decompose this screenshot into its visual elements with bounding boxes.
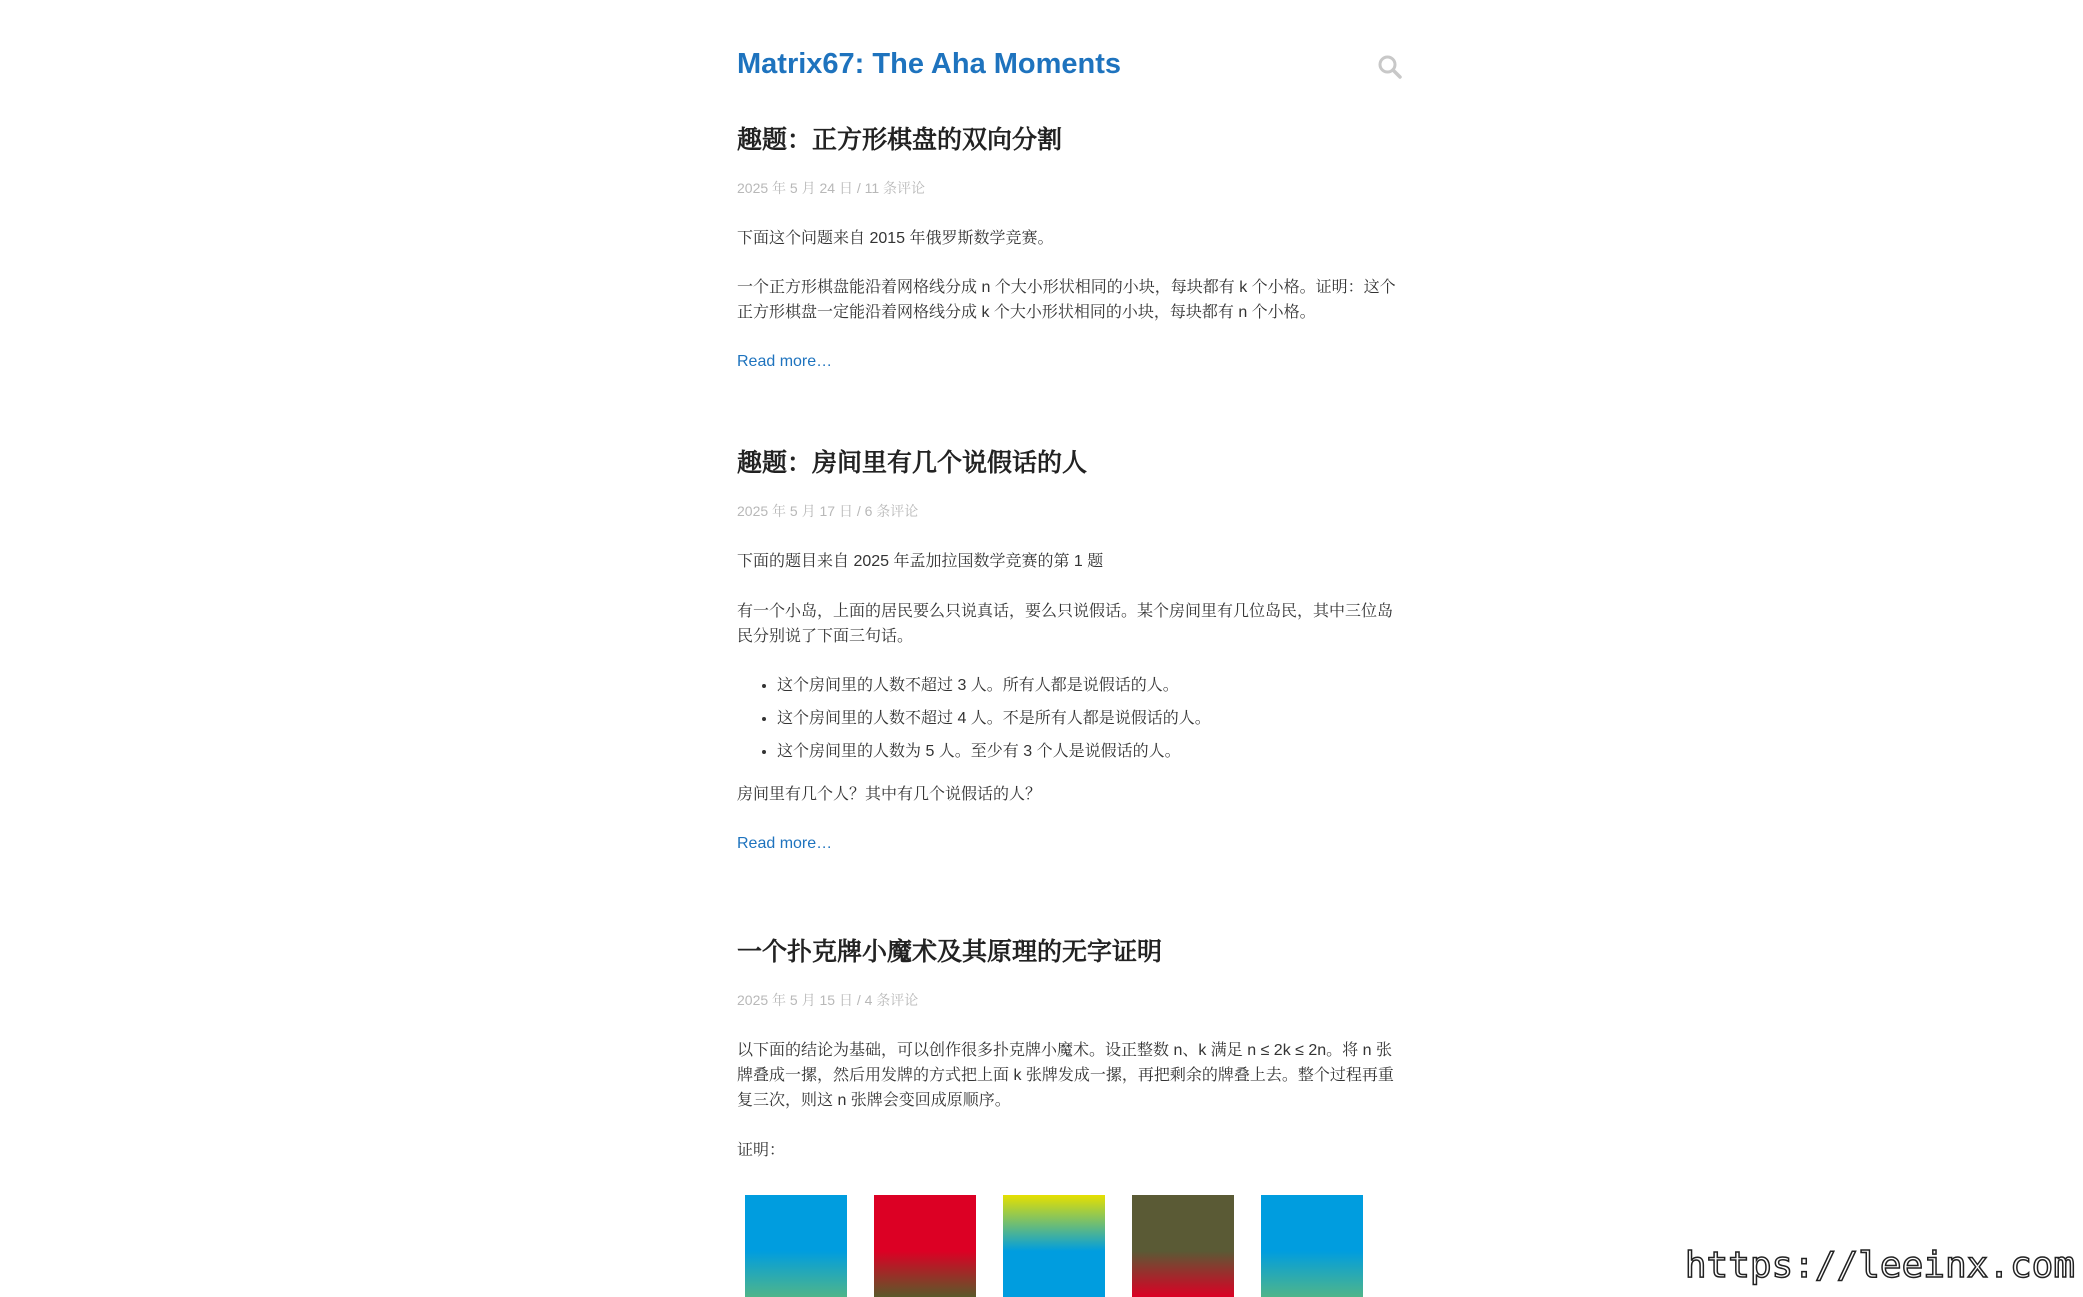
post-meta [737,990,1403,1010]
meta-separator: / [852,992,865,1008]
post-title[interactable]: 一个扑克牌小魔术及其原理的无字证明 [737,938,1163,966]
proof-illustration [745,1195,1385,1297]
post-meta [737,178,1403,198]
post-body [737,549,1403,807]
read-more-link[interactable]: Read more… [737,835,833,852]
site-header [737,0,1403,128]
post-meta [737,501,1403,521]
post-comments[interactable]: 4 条评论 [864,992,919,1008]
post-date[interactable]: 2025 年 5 月 24 日 [737,180,853,196]
page-container [737,0,1403,1159]
proof-card [1261,1195,1363,1297]
proof-card [745,1195,847,1297]
list-item: • 这个房间里的人数不超过 4 人。不是所有人都是说假话的人。 [777,706,1403,731]
post-date[interactable]: 2025 年 5 月 17 日 [737,503,853,519]
watermark: https://leeinx.com [1684,1245,2075,1286]
list-item: • 这个房间里的人数不超过 3 人。所有人都是说假话的人。 [777,673,1403,698]
post-date[interactable]: 2025 年 5 月 15 日 [737,992,853,1008]
site-title[interactable]: Matrix67: The Aha Moments [737,48,1122,80]
post-title[interactable]: 趣题：房间里有几个说假话的人 [737,449,1088,477]
read-more-link[interactable]: Read more… [737,353,833,370]
post-paragraph: 有一个小岛，上面的居民要么只说真话，要么只说假话。某个房间里有几位岛民，其中三位岛民分别说了下面三句话。 [737,603,1394,645]
post-body [737,226,1403,325]
post-title[interactable]: 趣题：正方形棋盘的双向分割 [737,126,1063,154]
post-body [737,1038,1403,1163]
post-paragraph: 以下面的结论为基础，可以创作很多扑克牌小魔术。设正整数 n、k 满足 n ≤ 2k ≤ 2n。将 n 张牌叠成一摞，然后用发牌的方式把上面 k 张牌发成一摞，再把剩余的牌叠上去。整个过程再重复三次，则这 n 张牌会变回成原顺序。 [737,1042,1394,1109]
post-comments[interactable]: 6 条评论 [864,503,919,519]
post-paragraph: 下面这个问题来自 2015 年俄罗斯数学竞赛。 [737,230,1054,247]
post-paragraph: 一个正方形棋盘能沿着网格线分成 n 个大小形状相同的小块，每块都有 k 个小格。证明：这个正方形棋盘一定能沿着网格线分成 k 个大小形状相同的小块，每块都有 n 个小格。 [737,279,1396,321]
search-icon[interactable] [1377,54,1403,80]
meta-separator: / [852,503,865,519]
post-2 [737,448,1403,856]
proof-card [1132,1195,1234,1297]
post-paragraph: 房间里有几个人？其中有几个说假话的人？ [737,786,1042,803]
proof-card [1003,1195,1105,1297]
post-paragraph: 证明： [737,1142,786,1159]
post-1 [737,125,1403,374]
statement-list [737,673,1403,764]
list-item: • 这个房间里的人数为 5 人。至少有 3 个人是说假话的人。 [777,739,1403,764]
proof-card [874,1195,976,1297]
meta-separator: / [852,180,865,196]
post-paragraph: 下面的题目来自 2025 年孟加拉国数学竞赛的第 1 题 [737,553,1104,570]
post-comments[interactable]: 11 条评论 [864,180,926,196]
post-3 [737,937,1403,1163]
